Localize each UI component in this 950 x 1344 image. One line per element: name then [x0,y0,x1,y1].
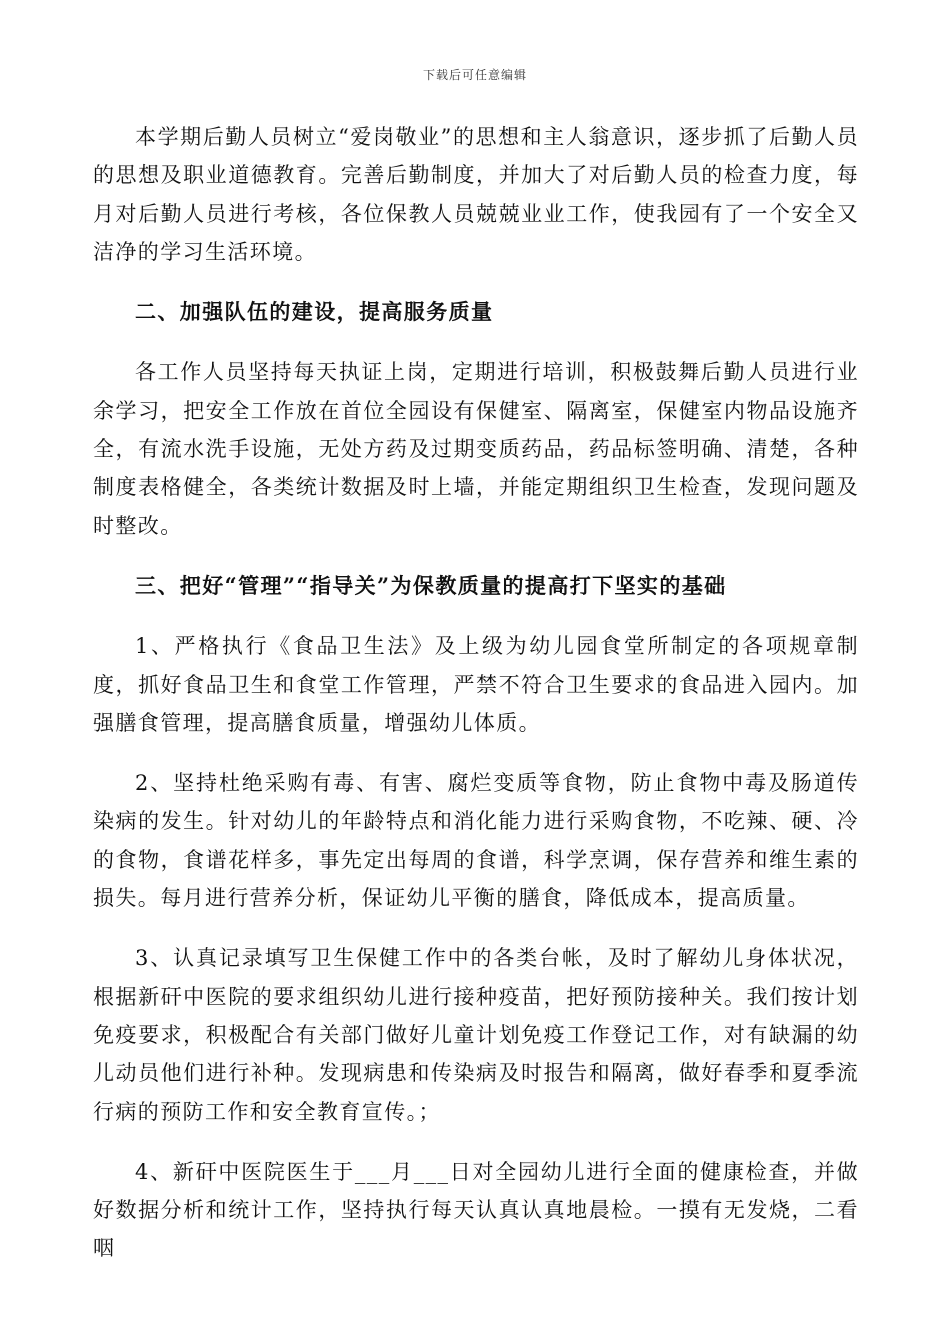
header-note: 下载后可任意编辑 [422,68,527,82]
paragraph-gap [93,605,859,627]
paragraph-gap [93,917,859,939]
paragraph-gap [93,545,859,567]
paragraph-gap [93,331,859,353]
paragraph-gap [93,271,859,293]
document-body [93,118,859,1268]
paragraph-gap [93,742,859,764]
list-item-3: 3、认真记录填写卫生保健工作中的各类台帐，及时了解幼儿身体状况，根据新矸中医院的要求组织幼儿进行接种疫苗，把好预防接种关。我们按计划免疫要求，积极配合有关部门做好儿童计划免疫工作登记工作，对有缺漏的幼儿动员他们进行补种。发现病患和传染病及时报告和隔离，做好春季和夏季流行病的预防工作和安全教育宣传。； [93,946,859,1124]
list-item-1: 1、严格执行《食品卫生法》及上级为幼儿园食堂所制定的各项规章制度，抓好食品卫生和食堂工作管理，严禁不符合卫生要求的食品进入园内。加强膳食管理，提高膳食质量，增强幼儿体质。 [93,634,859,735]
list-item-4: 4、新矸中医院医生于___月___日对全园幼儿进行全面的健康检查，并做好数据分析和统计工作，坚持执行每天认真认真地晨检。一摸有无发烧，二看咽 [93,1159,859,1261]
paragraph-logistics-staff: 本学期后勤人员树立“爱岗敬业”的思想和主人翁意识，逐步抓了后勤人员的思想及职业道德教育。完善后勤制度，并加大了对后勤人员的检查力度，每月对后勤人员进行考核，各位保教人员兢兢业业工作，使我园有了一个安全又洁净的学习生活环境。 [93,125,859,264]
section-heading-3: 三、把好“管理”“指导关”为保教质量的提高打下坚实的基础 [135,572,727,598]
section-heading-2: 二、加强队伍的建设，提高服务质量 [135,299,494,325]
list-item-2: 2、坚持杜绝采购有毒、有害、腐烂变质等食物，防止食物中毒及肠道传染病的发生。针对幼儿的年龄特点和消化能力进行采购食物，不吃辣、硬、冷的食物，食谱花样多，事先定出每周的食谱，科学烹调，保存营养和维生素的损失。每月进行营养分析，保证幼儿平衡的膳食，降低成本，提高质量。 [93,771,859,911]
paragraph-gap [93,1131,859,1153]
paragraph-team-building: 各工作人员坚持每天执证上岗，定期进行培训，积极鼓舞后勤人员进行业余学习，把安全工作放在首位全园设有保健室、隔离室，保健室内物品设施齐全，有流水洗手设施，无处方药及过期变质药品，药品标签明确、清楚，各种制度表格健全，各类统计数据及时上墙，并能定期组织卫生检查，发现问题及时整改。 [93,360,859,538]
